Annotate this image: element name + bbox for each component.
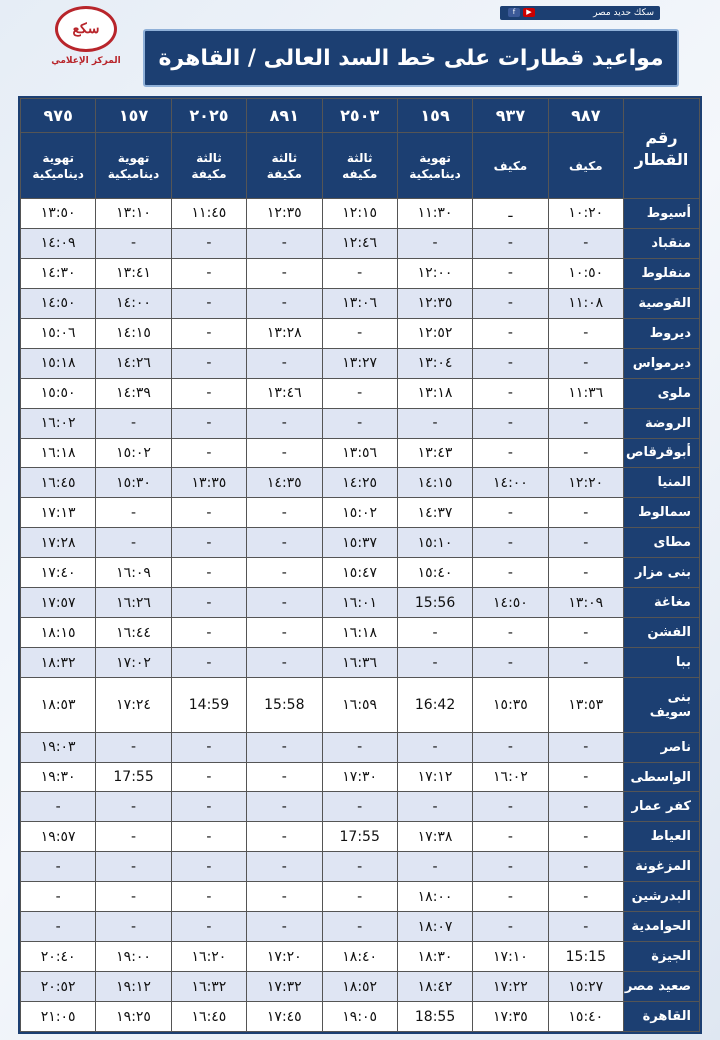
time-cell: -: [171, 822, 246, 852]
time-cell: ١٠:٢٠: [548, 199, 623, 229]
time-cell: ١٩:٠٣: [21, 732, 96, 762]
time-cell: -: [473, 852, 548, 882]
train-number-header: ٨٩١: [247, 99, 322, 133]
time-cell: ١٤:٠٠: [473, 468, 548, 498]
time-cell: -: [548, 558, 623, 588]
station-name: ديرمواس: [624, 348, 700, 378]
table-row: [21, 618, 700, 648]
time-cell: -: [171, 318, 246, 348]
station-name: الجيزة: [624, 942, 700, 972]
time-cell: -: [171, 498, 246, 528]
time-cell: ١٥:٣٧: [322, 528, 397, 558]
time-cell: -: [171, 348, 246, 378]
time-cell: -: [322, 912, 397, 942]
time-cell: ١٧:٠٢: [96, 648, 171, 678]
time-cell: -: [247, 822, 322, 852]
time-cell: -: [171, 558, 246, 588]
logo-emblem: سكع: [55, 6, 117, 52]
time-cell: -: [548, 438, 623, 468]
time-cell: -: [473, 558, 548, 588]
time-cell: ١٤:٥٠: [21, 288, 96, 318]
time-cell: -: [247, 792, 322, 822]
table-row: [21, 528, 700, 558]
facebook-icon[interactable]: f: [508, 8, 520, 17]
time-cell: ١٩:١٢: [96, 972, 171, 1002]
time-cell: ١٤:١٥: [96, 318, 171, 348]
time-cell: ١٤:٥٠: [473, 588, 548, 618]
time-cell: 15:15: [548, 942, 623, 972]
time-cell: -: [473, 732, 548, 762]
table-row: [21, 648, 700, 678]
table-row: [21, 588, 700, 618]
schedule-table: [20, 98, 700, 1032]
time-cell: -: [473, 498, 548, 528]
time-cell: ١١:٣٠: [397, 199, 472, 229]
station-name: العياط: [624, 822, 700, 852]
time-cell: -: [548, 528, 623, 558]
station-name: القاهرة: [624, 1002, 700, 1032]
time-cell: ١٩:٢٥: [96, 1002, 171, 1032]
time-cell: -: [397, 618, 472, 648]
time-cell: ١٣:٣٥: [171, 468, 246, 498]
time-cell: -: [96, 822, 171, 852]
time-cell: ١٨:٣٢: [21, 648, 96, 678]
time-cell: ١٦:٥٩: [322, 678, 397, 733]
time-cell: ١٤:٢٥: [322, 468, 397, 498]
table-row: [21, 438, 700, 468]
time-cell: -: [397, 732, 472, 762]
train-number-header: ١٥٩: [397, 99, 472, 133]
time-cell: -: [473, 528, 548, 558]
time-cell: -: [548, 408, 623, 438]
time-cell: -: [473, 792, 548, 822]
time-cell: ١٤:٣٩: [96, 378, 171, 408]
train-class-header: تهوية ديناميكية: [21, 133, 96, 199]
time-cell: ١٦:٠٩: [96, 558, 171, 588]
time-cell: ١٦:٤٤: [96, 618, 171, 648]
station-name: الواسطى: [624, 762, 700, 792]
time-cell: -: [247, 882, 322, 912]
time-cell: ١٧:٤٠: [21, 558, 96, 588]
time-cell: 15:58: [247, 678, 322, 733]
station-name: كفر عمار: [624, 792, 700, 822]
time-cell: ١٦:٠٢: [473, 762, 548, 792]
table-row: [21, 792, 700, 822]
time-cell: -: [96, 912, 171, 942]
time-cell: ١١:٠٨: [548, 288, 623, 318]
table-row: [21, 942, 700, 972]
train-number-header: ٢٠٢٥: [171, 99, 246, 133]
time-cell: ١٩:٣٠: [21, 762, 96, 792]
social-bar: [500, 6, 660, 20]
time-cell: ١١:٤٥: [171, 199, 246, 229]
station-name: البدرشين: [624, 882, 700, 912]
time-cell: 18:55: [397, 1002, 472, 1032]
time-cell: ١٩:٠٥: [322, 1002, 397, 1032]
station-name: القوصية: [624, 288, 700, 318]
time-cell: -: [473, 378, 548, 408]
time-cell: ١٥:٠٦: [21, 318, 96, 348]
time-cell: ١٨:١٥: [21, 618, 96, 648]
time-cell: ١٥:٠٢: [96, 438, 171, 468]
train-class-header: ثالثة مكيفة: [171, 133, 246, 199]
time-cell: -: [247, 258, 322, 288]
table-row: [21, 468, 700, 498]
time-cell: ١٣:١٠: [96, 199, 171, 229]
time-cell: ١٣:٢٨: [247, 318, 322, 348]
station-name: منفلوط: [624, 258, 700, 288]
time-cell: ١٢:٤٦: [322, 228, 397, 258]
time-cell: ١٦:٢٦: [96, 588, 171, 618]
time-cell: ١٥:١٠: [397, 528, 472, 558]
time-cell: ١٤:٠٠: [96, 288, 171, 318]
time-cell: -: [247, 408, 322, 438]
table-row: [21, 972, 700, 1002]
train-class-header: ثالثة مكيفه: [322, 133, 397, 199]
time-cell: -: [548, 792, 623, 822]
time-cell: -: [322, 318, 397, 348]
time-cell: ١٣:١٨: [397, 378, 472, 408]
time-cell: -: [171, 882, 246, 912]
train-class-header: مكيف: [548, 133, 623, 199]
time-cell: -: [548, 762, 623, 792]
time-cell: ١٥:٠٢: [322, 498, 397, 528]
time-cell: -: [397, 408, 472, 438]
time-cell: ١٢:٥٢: [397, 318, 472, 348]
time-cell: -: [171, 258, 246, 288]
time-cell: ١٤:٣٠: [21, 258, 96, 288]
time-cell: ١٧:٣٥: [473, 1002, 548, 1032]
time-cell: ١٦:٣٦: [322, 648, 397, 678]
table-row: [21, 558, 700, 588]
time-cell: ١٦:٣٢: [171, 972, 246, 1002]
time-cell: -: [473, 648, 548, 678]
time-cell: ١٧:٤٥: [247, 1002, 322, 1032]
time-cell: -: [548, 498, 623, 528]
time-cell: ١٣:٠٩: [548, 588, 623, 618]
time-cell: ١٧:٢٢: [473, 972, 548, 1002]
time-cell: -: [397, 792, 472, 822]
time-cell: ١٢:٢٠: [548, 468, 623, 498]
table-row: [21, 912, 700, 942]
time-cell: -: [96, 228, 171, 258]
time-cell: -: [171, 378, 246, 408]
time-cell: -: [548, 912, 623, 942]
time-cell: -: [171, 912, 246, 942]
time-cell: ١٧:١٢: [397, 762, 472, 792]
time-cell: ١٨:٠٧: [397, 912, 472, 942]
social-text: سكك حديد مصر: [593, 8, 654, 18]
time-cell: -: [171, 408, 246, 438]
page-title: مواعيد قطارات على خط السد العالى / القاهرة: [143, 29, 679, 87]
time-cell: ١٤:١٥: [397, 468, 472, 498]
time-cell: -: [96, 882, 171, 912]
table-row: [21, 228, 700, 258]
time-cell: ١٩:٠٠: [96, 942, 171, 972]
time-cell: -: [171, 528, 246, 558]
time-cell: -: [548, 618, 623, 648]
station-name: ملوى: [624, 378, 700, 408]
time-cell: ١٦:٤٥: [21, 468, 96, 498]
schedule-table-container: [18, 96, 702, 1034]
time-cell: ١٣:٠٤: [397, 348, 472, 378]
time-cell: -: [247, 588, 322, 618]
time-cell: -: [548, 822, 623, 852]
time-cell: ١٦:١٨: [322, 618, 397, 648]
time-cell: -: [96, 498, 171, 528]
time-cell: ١٧:٢٨: [21, 528, 96, 558]
time-cell: -: [322, 792, 397, 822]
time-cell: ١٣:٥٠: [21, 199, 96, 229]
time-cell: ١٨:٤٠: [322, 942, 397, 972]
train-class-header: ثالثة مكيفة: [247, 133, 322, 199]
time-cell: -: [96, 852, 171, 882]
time-cell: 17:55: [322, 822, 397, 852]
time-cell: ١٥:٤٠: [397, 558, 472, 588]
table-row: [21, 852, 700, 882]
time-cell: ١٠:٥٠: [548, 258, 623, 288]
station-name: مطاى: [624, 528, 700, 558]
time-cell: -: [171, 618, 246, 648]
time-cell: ١٥:١٨: [21, 348, 96, 378]
time-cell: -: [21, 792, 96, 822]
time-cell: ١٣:٠٦: [322, 288, 397, 318]
station-name: بنى سويف: [624, 678, 700, 733]
station-name: بنى مزار: [624, 558, 700, 588]
table-row: [21, 822, 700, 852]
table-row: [21, 199, 700, 229]
time-cell: -: [548, 732, 623, 762]
time-cell: ١٤:٣٧: [397, 498, 472, 528]
time-cell: ١٦:٤٥: [171, 1002, 246, 1032]
time-cell: -: [548, 348, 623, 378]
time-cell: -: [397, 852, 472, 882]
time-cell: ١٨:٥٣: [21, 678, 96, 733]
time-cell: ١٦:١٨: [21, 438, 96, 468]
time-cell: ١٣:٤٦: [247, 378, 322, 408]
time-cell: -: [548, 852, 623, 882]
time-cell: ١٦:٠١: [322, 588, 397, 618]
time-cell: ١٢:١٥: [322, 199, 397, 229]
train-class-header: تهوية ديناميكية: [397, 133, 472, 199]
time-cell: -: [473, 348, 548, 378]
youtube-icon[interactable]: ▶: [523, 8, 535, 17]
train-number-header: ٩٧٥: [21, 99, 96, 133]
time-cell: ١٥:٢٧: [548, 972, 623, 1002]
time-cell: -: [21, 882, 96, 912]
time-cell: -: [548, 228, 623, 258]
logo-caption: المركز الإعلامي: [51, 56, 121, 66]
table-row: [21, 762, 700, 792]
time-cell: ١٧:١٠: [473, 942, 548, 972]
time-cell: -: [96, 528, 171, 558]
time-cell: ١٨:٤٢: [397, 972, 472, 1002]
time-cell: ١٣:٤٣: [397, 438, 472, 468]
time-cell: -: [247, 852, 322, 882]
time-cell: 17:55: [96, 762, 171, 792]
train-number-header: ٩٨٧: [548, 99, 623, 133]
station-name: المزغونة: [624, 852, 700, 882]
time-cell: ١٧:١٣: [21, 498, 96, 528]
time-cell: -: [473, 258, 548, 288]
time-cell: -: [247, 558, 322, 588]
time-cell: -: [171, 762, 246, 792]
station-name: صعيد مصر: [624, 972, 700, 1002]
time-cell: -: [21, 852, 96, 882]
time-cell: ١٧:٢٤: [96, 678, 171, 733]
time-cell: -: [21, 912, 96, 942]
time-cell: -: [473, 822, 548, 852]
time-cell: 16:42: [397, 678, 472, 733]
station-name: ببا: [624, 648, 700, 678]
station-name: أسيوط: [624, 199, 700, 229]
time-cell: ١٥:٤٠: [548, 1002, 623, 1032]
time-cell: ١٩:٥٧: [21, 822, 96, 852]
time-cell: -: [247, 762, 322, 792]
time-cell: -: [171, 588, 246, 618]
time-cell: ١٢:٣٥: [247, 199, 322, 229]
table-row: [21, 732, 700, 762]
time-cell: ١٦:٢٠: [171, 942, 246, 972]
time-cell: -: [548, 318, 623, 348]
time-cell: -: [322, 378, 397, 408]
train-number-header: ٩٣٧: [473, 99, 548, 133]
time-cell: ١٢:٣٥: [397, 288, 472, 318]
time-cell: -: [473, 288, 548, 318]
time-cell: ١٣:٢٧: [322, 348, 397, 378]
time-cell: -: [473, 318, 548, 348]
time-cell: -: [322, 258, 397, 288]
time-cell: -: [473, 912, 548, 942]
station-name: ديروط: [624, 318, 700, 348]
time-cell: -: [171, 852, 246, 882]
time-cell: ١٨:٠٠: [397, 882, 472, 912]
time-cell: ١٨:٣٠: [397, 942, 472, 972]
time-cell: -: [171, 792, 246, 822]
time-cell: -: [397, 648, 472, 678]
time-cell: -: [247, 348, 322, 378]
station-name: المنيا: [624, 468, 700, 498]
table-row: [21, 498, 700, 528]
station-name: مغاغة: [624, 588, 700, 618]
time-cell: ١٧:٣٠: [322, 762, 397, 792]
table-row: [21, 408, 700, 438]
time-cell: -: [247, 228, 322, 258]
time-cell: ١٥:٥٠: [21, 378, 96, 408]
station-name: أبوقرقاص: [624, 438, 700, 468]
table-row: [21, 1002, 700, 1032]
time-cell: -: [96, 408, 171, 438]
time-cell: ١٧:٣٢: [247, 972, 322, 1002]
table-row: [21, 678, 700, 733]
train-class-header: تهوية ديناميكية: [96, 133, 171, 199]
time-cell: ٢٠:٤٠: [21, 942, 96, 972]
time-cell: ـ: [473, 199, 548, 229]
time-cell: -: [247, 618, 322, 648]
time-cell: -: [171, 732, 246, 762]
table-row: [21, 348, 700, 378]
time-cell: ١١:٣٦: [548, 378, 623, 408]
time-cell: ١٥:٣٠: [96, 468, 171, 498]
table-row: [21, 378, 700, 408]
time-cell: -: [96, 732, 171, 762]
time-cell: ١٣:٤١: [96, 258, 171, 288]
train-class-header: مكيف: [473, 133, 548, 199]
time-cell: -: [247, 732, 322, 762]
time-cell: ١٤:٠٩: [21, 228, 96, 258]
station-name: الروضة: [624, 408, 700, 438]
time-cell: -: [473, 408, 548, 438]
table-row: [21, 258, 700, 288]
time-cell: -: [171, 438, 246, 468]
time-cell: -: [247, 648, 322, 678]
time-cell: ١٦:٠٢: [21, 408, 96, 438]
time-cell: 14:59: [171, 678, 246, 733]
logo: [46, 6, 126, 72]
time-cell: -: [473, 882, 548, 912]
time-cell: -: [96, 792, 171, 822]
time-cell: -: [548, 882, 623, 912]
time-cell: 15:56: [397, 588, 472, 618]
time-cell: -: [171, 288, 246, 318]
train-number-header: ١٥٧: [96, 99, 171, 133]
time-cell: -: [247, 528, 322, 558]
time-cell: -: [473, 228, 548, 258]
time-cell: -: [548, 648, 623, 678]
time-cell: ١٧:٥٧: [21, 588, 96, 618]
train-number-header: ٢٥٠٣: [322, 99, 397, 133]
time-cell: -: [322, 408, 397, 438]
time-cell: -: [171, 648, 246, 678]
table-row: [21, 882, 700, 912]
station-name: الحوامدية: [624, 912, 700, 942]
time-cell: ١٧:٢٠: [247, 942, 322, 972]
station-name: ناصر: [624, 732, 700, 762]
corner-header: رقم القطار: [624, 99, 700, 199]
time-cell: -: [247, 498, 322, 528]
time-cell: ١٥:٣٥: [473, 678, 548, 733]
table-row: [21, 318, 700, 348]
time-cell: -: [397, 228, 472, 258]
station-name: منقباد: [624, 228, 700, 258]
time-cell: -: [247, 912, 322, 942]
time-cell: ٢١:٠٥: [21, 1002, 96, 1032]
time-cell: ١٨:٥٢: [322, 972, 397, 1002]
table-row: [21, 288, 700, 318]
time-cell: ١٣:٥٣: [548, 678, 623, 733]
station-name: الفشن: [624, 618, 700, 648]
time-cell: ١٧:٣٨: [397, 822, 472, 852]
time-cell: ١٣:٥٦: [322, 438, 397, 468]
time-cell: -: [473, 618, 548, 648]
time-cell: ١٥:٤٧: [322, 558, 397, 588]
station-name: سمالوط: [624, 498, 700, 528]
time-cell: ١٢:٠٠: [397, 258, 472, 288]
time-cell: ١٤:٣٥: [247, 468, 322, 498]
time-cell: ٢٠:٥٢: [21, 972, 96, 1002]
time-cell: -: [247, 438, 322, 468]
time-cell: -: [171, 228, 246, 258]
time-cell: -: [322, 852, 397, 882]
time-cell: -: [247, 288, 322, 318]
time-cell: -: [322, 732, 397, 762]
time-cell: -: [473, 438, 548, 468]
time-cell: ١٤:٢٦: [96, 348, 171, 378]
time-cell: -: [322, 882, 397, 912]
